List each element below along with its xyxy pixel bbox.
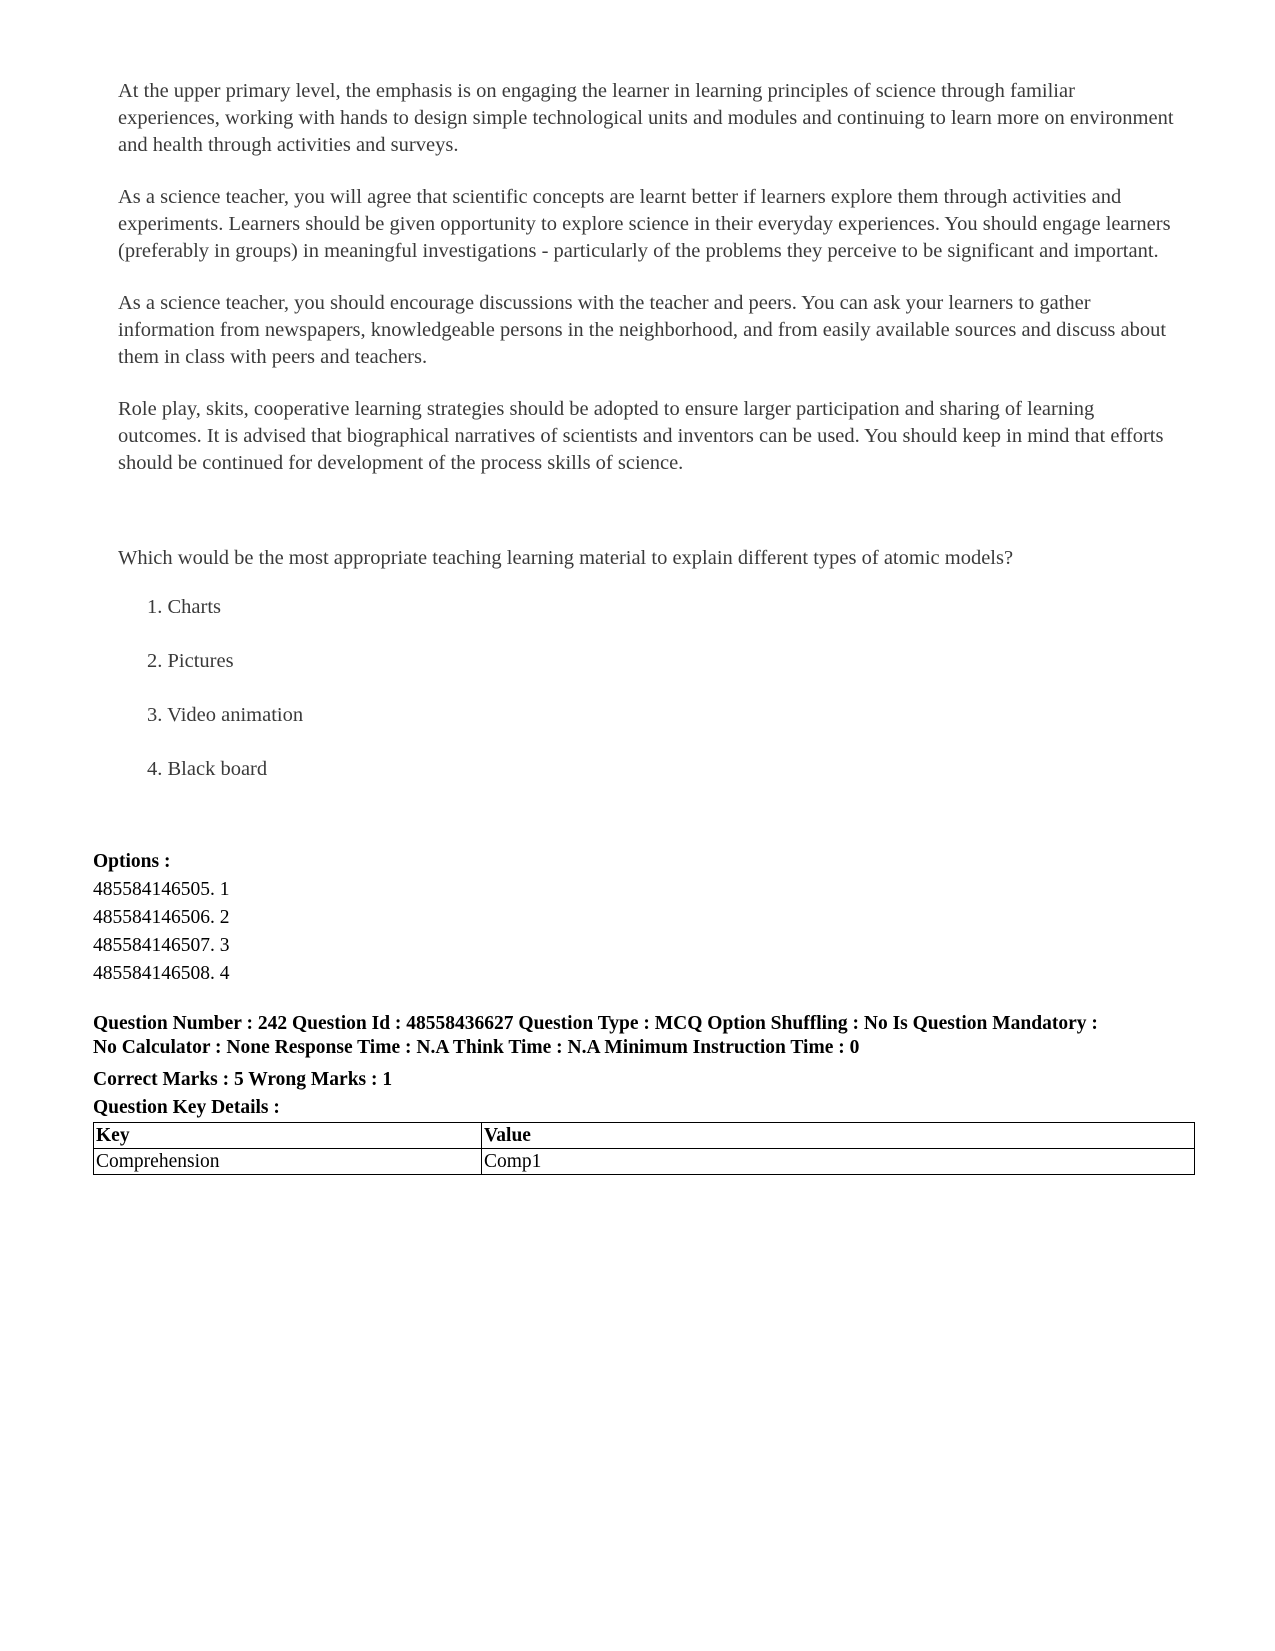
option-item: 485584146505. 1 <box>93 879 230 900</box>
choice-item: 1. Charts <box>147 596 222 618</box>
question-text: Which would be the most appropriate teaching learning material to explain different types of atomic models? <box>118 547 1014 569</box>
passage-paragraph-3: As a science teacher, you should encourage discussions with the teacher and peers. You can ask your learners to gather information from newspapers, knowledgeable persons in the neighborhood, and from easily available sources and discuss about them in class with peers and teachers. <box>118 292 1167 368</box>
table-header-key: Key <box>94 1123 482 1149</box>
question-meta-line-2: No Calculator : None Response Time : N.A Think Time : N.A Minimum Instruction Time : 0 <box>93 1037 860 1058</box>
table-header-value: Value <box>482 1123 1195 1149</box>
passage-paragraph-4: Role play, skits, cooperative learning strategies should be adopted to ensure larger participation and sharing of learning outcomes. It is advised that biographical narratives of scientists and inventors can be used. You should keep in mind that efforts should be continued for development of the process skills of science. <box>118 398 1164 474</box>
table-cell-value: Comp1 <box>482 1149 1195 1175</box>
marks-line: Correct Marks : 5 Wrong Marks : 1 <box>93 1069 393 1090</box>
option-item: 485584146507. 3 <box>93 935 230 956</box>
passage-paragraph-2: As a science teacher, you will agree that scientific concepts are learnt better if learners explore them through activities and experiments. Learners should be given opportunity to explore science in their everyday experiences. You should engage learners (preferably in groups) in meaningful investigations - particularly of the problems they perceive to be significant and important. <box>118 186 1171 262</box>
options-list <box>93 876 1193 988</box>
choice-item: 4. Black board <box>147 758 268 780</box>
table-header-row <box>94 1123 1195 1149</box>
choice-item: 2. Pictures <box>147 650 234 672</box>
table-cell-key: Comprehension <box>94 1149 482 1175</box>
options-heading: Options : <box>93 851 171 872</box>
comprehension-passage <box>118 78 1178 810</box>
table-row <box>94 1149 1195 1175</box>
question-meta-line-1: Question Number : 242 Question Id : 48558436627 Question Type : MCQ Option Shuffling : No Is Question Mandatory : <box>93 1013 1098 1034</box>
question-meta <box>93 1012 1193 1060</box>
choice-item: 3. Video animation <box>147 704 304 726</box>
key-details-heading: Question Key Details : <box>93 1097 280 1118</box>
key-details-table <box>93 1122 1195 1175</box>
option-item: 485584146508. 4 <box>93 963 230 984</box>
question-choices <box>118 594 1178 810</box>
question-details <box>93 848 1193 1175</box>
option-item: 485584146506. 2 <box>93 907 230 928</box>
passage-paragraph-1: At the upper primary level, the emphasis is on engaging the learner in learning principles of science through familiar experiences, working with hands to design simple technological units and modules and continuing to learn more on environment and health through activities and surveys. <box>118 80 1174 156</box>
